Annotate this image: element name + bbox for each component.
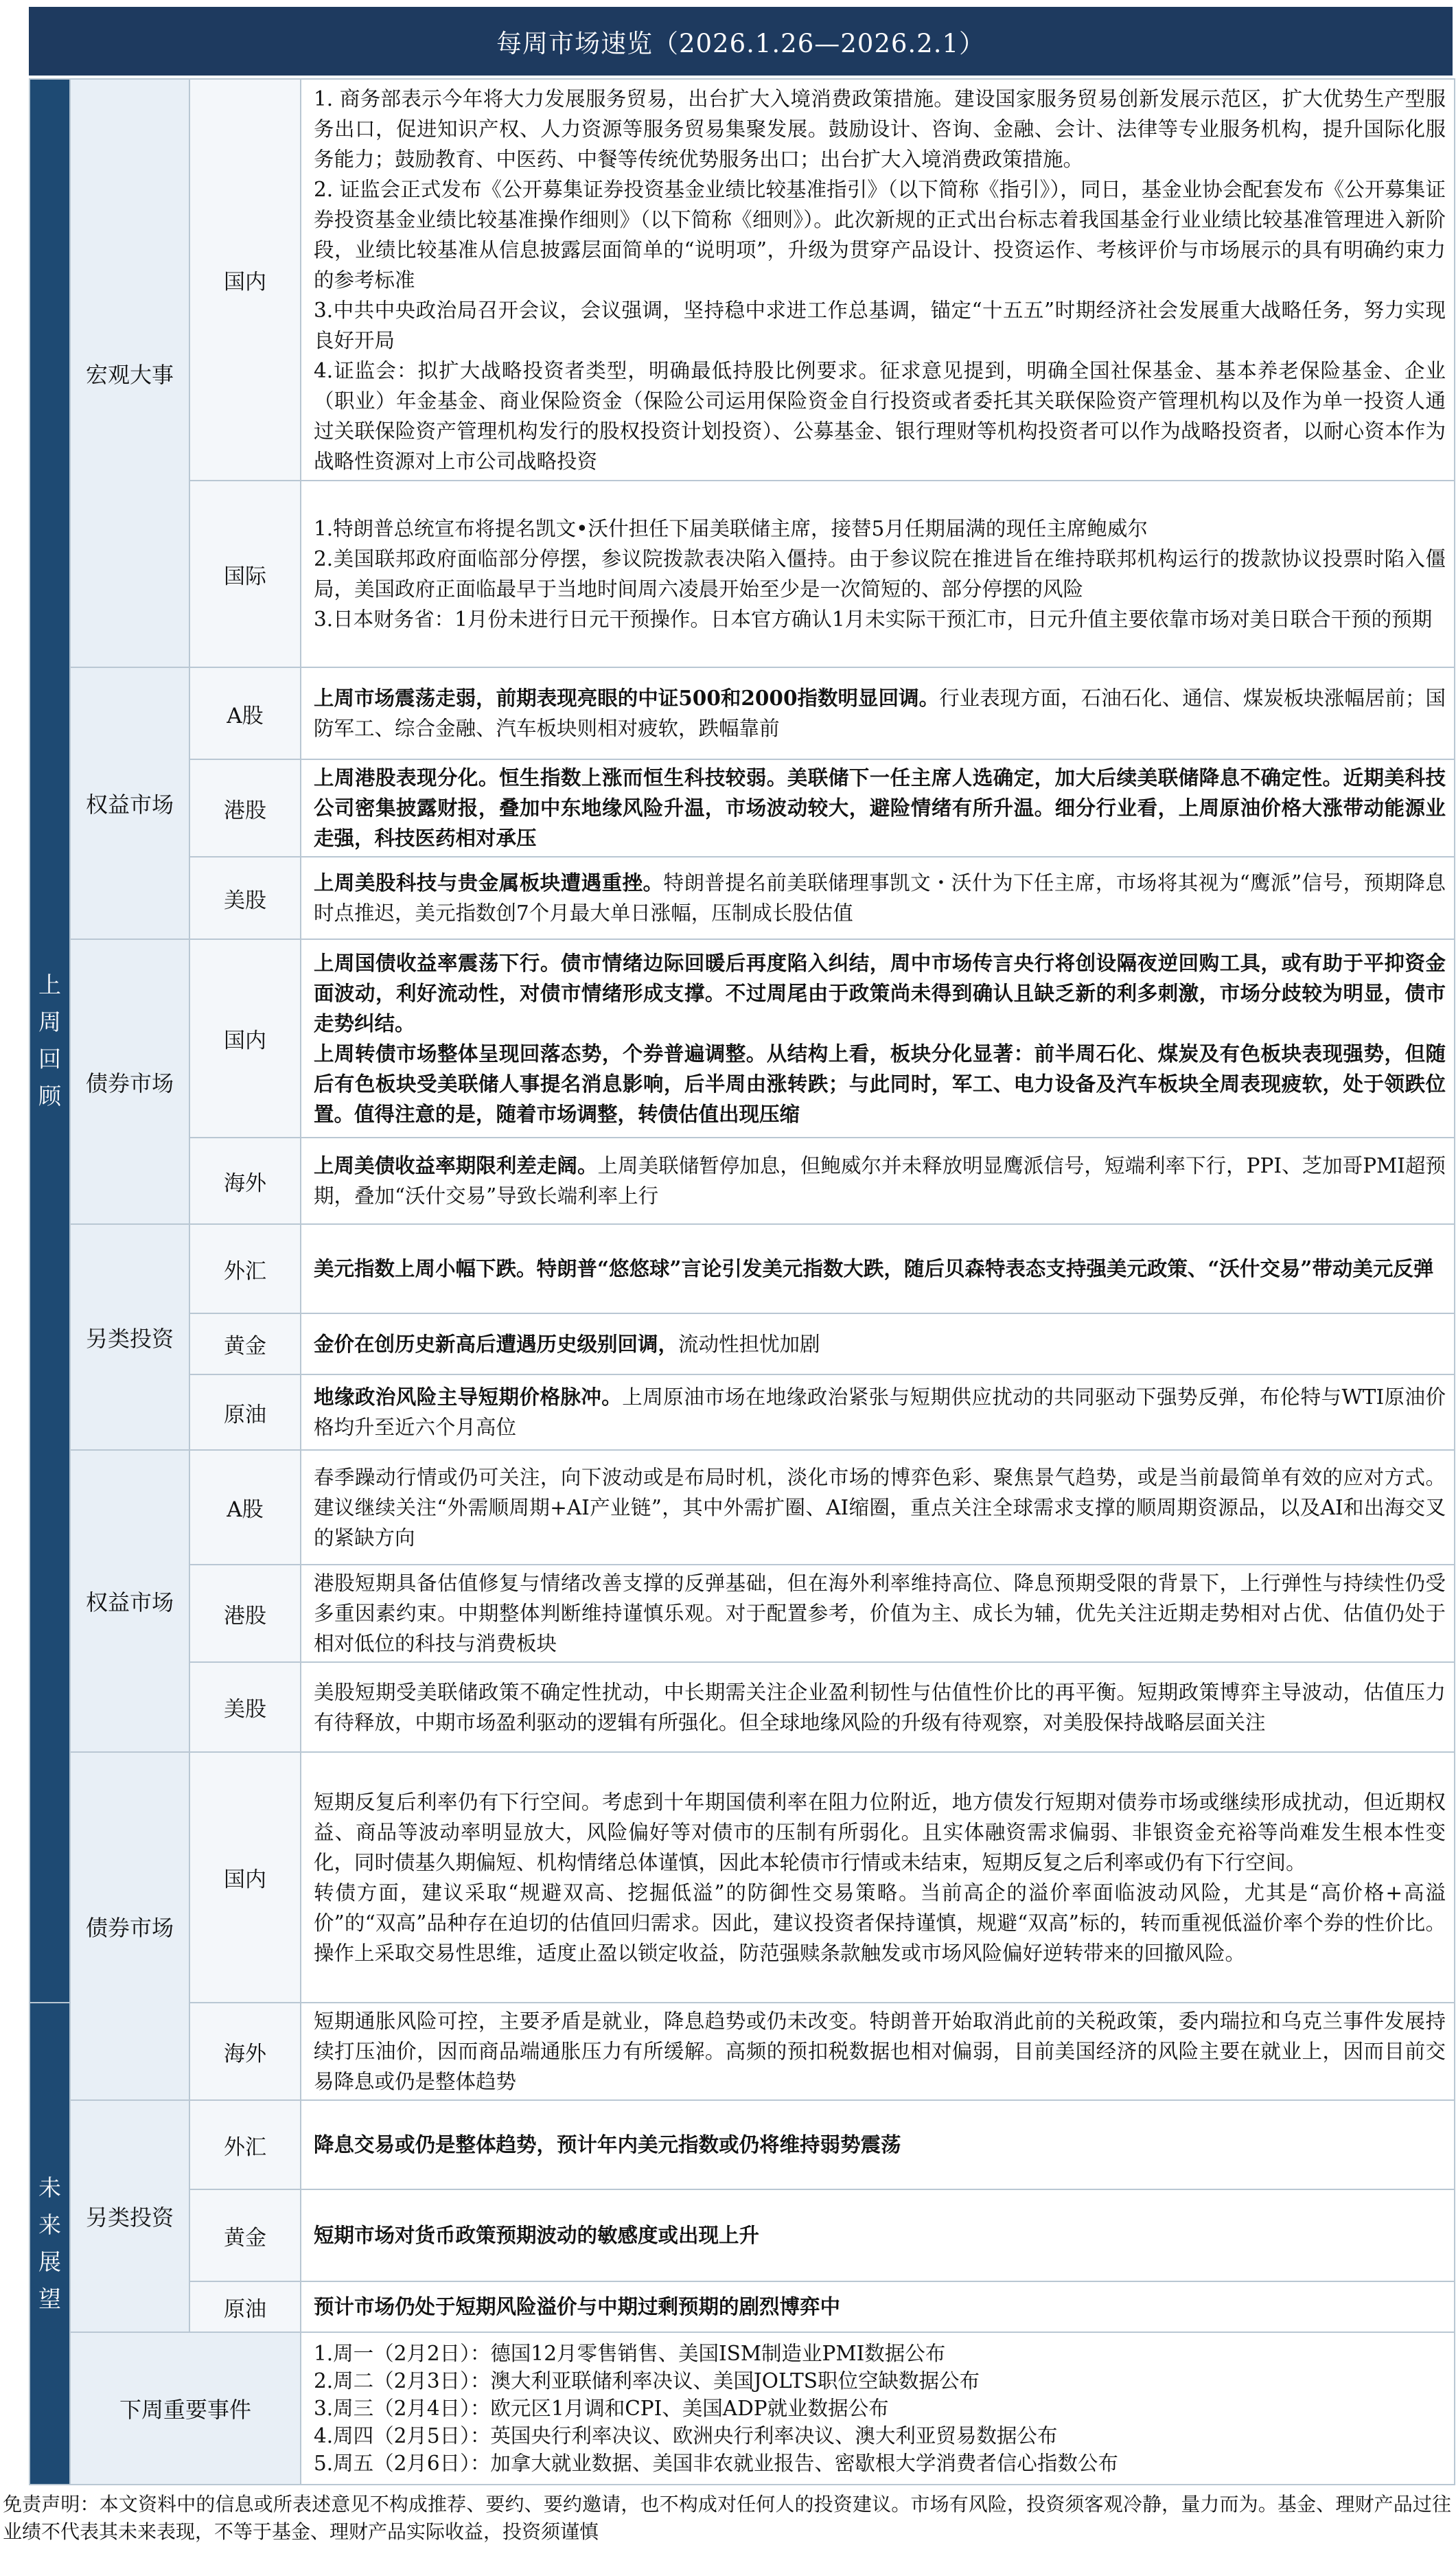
macro-domestic-content: 1. 商务部表示今年将大力发展服务贸易，出台扩大入境消费政策措施。建设国家服务贸易创新发展示范区，扩大优势生产型服务出口，促进知识产权、人力资源等服务贸易集聚发展。鼓励设计、咨询、金融、会计、法律等专业服务机构，提升国际化服务能力；鼓励教育、中医药、中餐等传统优势服务出口；出台扩大入境消费政策措施。 2. 证监会正式发布《公开募集证券投资基金业绩比较基准指引》（以下简称《指引》），同日，基金业协会配套发布《公开募集证券投资基金业绩比较基准操作细则》（以下简称《细则》）。此次新规的正式出台标志着我国基金行业业绩比较基准管理进入新阶段，业绩比较基准从信息披露层面简单的“说明项”，升级为贯穿产品设计、投资运作、考核评价与市场展示的具有明确约束力的参考标准 3.中共中央政治局召开会议，会议强调，坚持稳中求进工作总基调，锚定“十五五”时期经济社会发展重大战略任务，努力实现良好开局 4.证监会：拟扩大战略投资者类型，明确最低持股比例要求。征求意见提到，明确全国社保基金、基本养老保险基金、企业（职业）年金基金、商业保险资金（保险公司运用保险资金自行投资或者委托其关联保险资产管理机构以及作为单一投资人通过关联保险资产管理机构发行的股权投资计划投资）、公募基金、银行理财等机构投资者可以作为战略投资者，以耐心资本作为战略性资源对上市公司战略投资: [301, 79, 1455, 481]
review-bond-dom-content: 上周国债收益率震荡下行。债市情绪边际回暖后再度陷入纠结，周中市场传言央行将创设隔夜逆回购工具，或有助于平抑资金面波动，利好流动性，对债市情绪形成支撑。不过周尾由于政策尚未得到确认且缺乏新的利多刺激，市场分歧较为明显，债市走势纠结。 上周转债市场整体呈现回落态势，个券普遍调整。从结构上看，板块分化显著：前半周石化、煤炭及有色板块表现强势，但随后有色板块受美联储人事提名消息影响，后半周由涨转跌；与此同时，军工、电力设备及汽车板块全周表现疲软，处于领跌位置。值得注意的是，随着市场调整，转债估值出现压缩: [301, 939, 1455, 1138]
outlook-hk-content: 港股短期具备估值修复与情绪改善支撑的反弹基础，但在海外利率维持高位、降息预期受限的背景下，上行弹性与持续性仍受多重因素约束。中期整体判断维持谨慎乐观。对于配置参考，价值为主、成长为辅，优先关注近期走势相对占优、估值仍处于相对低位的科技与消费板块: [301, 1565, 1455, 1662]
outlook-bond-dom-label: 国内: [189, 1752, 301, 2003]
review-oil-label: 原油: [189, 1374, 301, 1450]
review-oil-content: 地缘政治风险主导短期价格脉冲。上周原油市场在地缘政治紧张与短期供应扰动的共同驱动下强势反弹，布伦特与WTI原油价格均升至近六个月高位: [301, 1374, 1455, 1450]
disclaimer: 免责声明：本文资料中的信息或所表述意见不构成推荐、要约、要约邀请，也不构成对任何人的投资建议。市场有风险，投资须客观冷静，量力而为。基金、理财产品过往业绩不代表其未来表现，不等于基金、理财产品实际收益，投资须谨慎: [3, 2493, 1451, 2543]
market-table: [29, 78, 1455, 2485]
outlook-alt-label: 另类投资: [70, 2100, 189, 2332]
macro-label: 宏观大事: [70, 79, 189, 667]
macro-intl-content: 1.特朗普总统宣布将提名凯文•沃什担任下届美联储主席，接替5月任期届满的现任主席鲍威尔 2.美国联邦政府面临部分停摆，参议院拨款表决陷入僵持。由于参议院在推进旨在维持联邦机构运行的拨款协议投票时陷入僵局，美国政府正面临最早于当地时间周六凌晨开始至少是一次简短的、部分停摆的风险 3.日本财务省：1月份未进行日元干预操作。日本官方确认1月未实际干预汇市，日元升值主要依靠市场对美日联合干预的预期: [301, 481, 1455, 667]
review-fx-label: 外汇: [189, 1224, 301, 1313]
event-item: 4.周四（2月5日）：英国央行利率决议、欧洲央行利率决议、澳大利亚贸易数据公布: [314, 2424, 1058, 2448]
outlook-hk-label: 港股: [189, 1565, 301, 1662]
outlook-us-content: 美股短期受美联储政策不确定性扰动，中长期需关注企业盈利韧性与估值性价比的再平衡。短期政策博弈主导波动，估值压力有待释放，中期市场盈利驱动的逻辑有所强化。但全球地缘风险的升级有待观察，对美股保持战略层面关注: [301, 1662, 1455, 1752]
review-fx-content: 美元指数上周小幅下跌。特朗普“悠悠球”言论引发美元指数大跌，随后贝森特表态支持强美元政策、“沃什交易”带动美元反弹: [301, 1224, 1455, 1313]
outlook-bond-dom-content: 短期反复后利率仍有下行空间。考虑到十年期国债利率在阻力位附近，地方债发行短期对债券市场或继续形成扰动，但近期权益、商品等波动率明显放大，风险偏好等对债市的压制有所弱化。且实体融资需求偏弱、非银资金充裕等尚难发生根本性变化，同时债基久期偏短、机构情绪总体谨慎，因此本轮债市行情或未结束，短期反复之后利率或仍有下行空间。 转债方面，建议采取“规避双高、挖掘低溢”的防御性交易策略。当前高企的溢价率面临波动风险，尤其是“高价格+高溢价”的“双高”品种存在迫切的估值回归需求。因此，建议投资者保持谨慎，规避“双高”标的，转而重视低溢价率个券的性价比。操作上采取交易性思维，适度止盈以锁定收益，防范强赎条款触发或市场风险偏好逆转带来的回撤风险。: [301, 1752, 1455, 2003]
outlook-oil-content: 预计市场仍处于短期风险溢价与中期过剩预期的剧烈博弈中: [301, 2281, 1455, 2332]
outlook-a-label: A股: [189, 1450, 301, 1565]
outlook-side-label: 未来展望: [30, 2003, 70, 2485]
outlook-gold-label: 黄金: [189, 2189, 301, 2281]
events-list: [301, 2332, 1455, 2485]
review-side-label: 上周回顾: [30, 79, 70, 2003]
review-gold-label: 黄金: [189, 1313, 301, 1374]
review-hk-content: 上周港股表现分化。恒生指数上涨而恒生科技较弱。美联储下一任主席人选确定，加大后续美联储降息不确定性。近期美科技公司密集披露财报，叠加中东地缘风险升温，市场波动较大，避险情绪有所升温。细分行业看，上周原油价格大涨带动能源业走强，科技医药相对承压: [301, 759, 1455, 857]
event-item: 3.周三（2月4日）：欧元区1月调和CPI、美国ADP就业数据公布: [314, 2397, 889, 2420]
review-bond-os-label: 海外: [189, 1138, 301, 1224]
review-bond-dom-label: 国内: [189, 939, 301, 1138]
outlook-bond-label: 债券市场: [70, 1752, 189, 2100]
event-item: 5.周五（2月6日）：加拿大就业数据、美国非农就业报告、密歇根大学消费者信心指数公布: [314, 2452, 1118, 2475]
outlook-gold-content: 短期市场对货币政策预期波动的敏感度或出现上升: [301, 2189, 1455, 2281]
review-a-content: 上周市场震荡走弱，前期表现亮眼的中证500和2000指数明显回调。行业表现方面，石油石化、通信、煤炭板块涨幅居前；国防军工、综合金融、汽车板块则相对疲软，跌幅靠前: [301, 667, 1455, 759]
outlook-fx-content: 降息交易或仍是整体趋势，预计年内美元指数或仍将维持弱势震荡: [301, 2100, 1455, 2189]
review-alt-label: 另类投资: [70, 1224, 189, 1450]
outlook-bond-os-content: 短期通胀风险可控，主要矛盾是就业，降息趋势或仍未改变。特朗普开始取消此前的关税政策，委内瑞拉和乌克兰事件发展持续打压油价，因而商品端通胀压力有所缓解。高频的预扣税数据也相对偏弱，目前美国经济的风险主要在就业上，因而目前交易降息或仍是整体趋势: [301, 2003, 1455, 2100]
outlook-fx-label: 外汇: [189, 2100, 301, 2189]
review-bond-label: 债券市场: [70, 939, 189, 1224]
review-gold-content: 金价在创历史新高后遭遇历史级别回调，流动性担忧加剧: [301, 1313, 1455, 1374]
outlook-a-content: 春季躁动行情或仍可关注，向下波动或是布局时机，淡化市场的博弈色彩、聚焦景气趋势，或是当前最简单有效的应对方式。建议继续关注“外需顺周期+AI产业链”，其中外需扩圈、AI缩圈，重点关注全球需求支撑的顺周期资源品，以及AI和出海交叉的紧缺方向: [301, 1450, 1455, 1565]
outlook-equity-label: 权益市场: [70, 1450, 189, 1752]
event-item: 1.周一（2月2日）：德国12月零售销售、美国ISM制造业PMI数据公布: [314, 2342, 946, 2365]
outlook-bond-os-label: 海外: [189, 2003, 301, 2100]
review-us-label: 美股: [189, 857, 301, 939]
review-us-content: 上周美股科技与贵金属板块遭遇重挫。特朗普提名前美联储理事凯文・沃什为下任主席，市场将其视为“鹰派”信号，预期降息时点推迟，美元指数创7个月最大单日涨幅，压制成长股估值: [301, 857, 1455, 939]
review-equity-label: 权益市场: [70, 667, 189, 939]
macro-domestic-label: 国内: [189, 79, 301, 481]
event-item: 2.周二（2月3日）：澳大利亚联储利率决议、美国JOLTS职位空缺数据公布: [314, 2369, 980, 2393]
review-hk-label: 港股: [189, 759, 301, 857]
review-a-label: A股: [189, 667, 301, 759]
macro-intl-label: 国际: [189, 481, 301, 667]
outlook-oil-label: 原油: [189, 2281, 301, 2332]
outlook-us-label: 美股: [189, 1662, 301, 1752]
page-title: 每周市场速览（2026.1.26—2026.2.1）: [29, 7, 1453, 76]
events-label: 下周重要事件: [70, 2332, 301, 2485]
review-bond-os-content: 上周美债收益率期限利差走阔。上周美联储暂停加息，但鲍威尔并未释放明显鹰派信号，短端利率下行，PPI、芝加哥PMI超预期，叠加“沃什交易”导致长端利率上行: [301, 1138, 1455, 1224]
